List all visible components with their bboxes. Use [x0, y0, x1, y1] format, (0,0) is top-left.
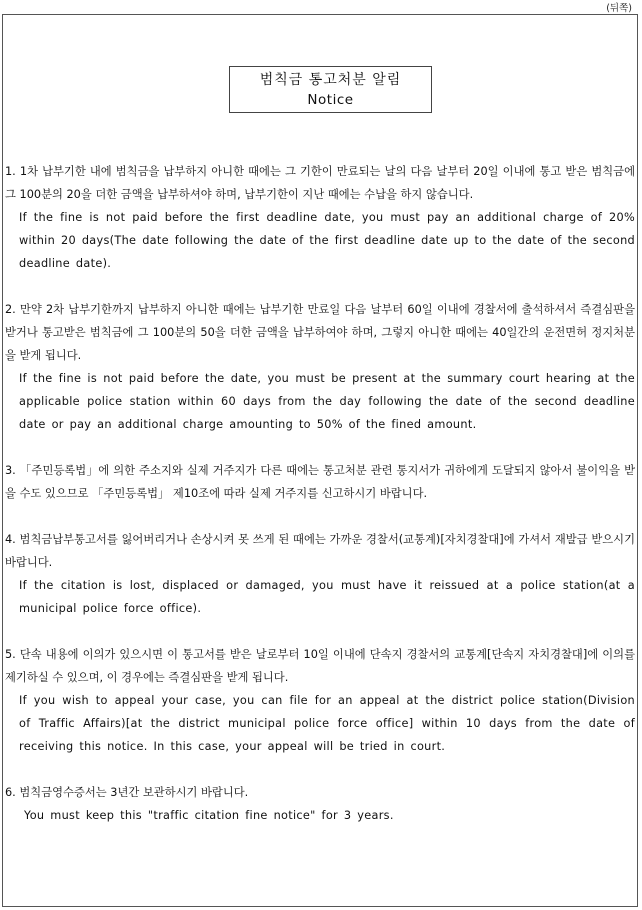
item-korean-text: 5. 단속 내용에 이의가 있으시면 이 통고서를 받은 날로부터 10일 이내에 단속지 경찰서의 교통계[단속지 자치경찰대]에 이의를 제기하실 수 있으며, 이 경우에는 즉결심판을 받게 됩니다. — [5, 648, 635, 684]
notice-item-1 — [5, 160, 635, 275]
title-english: Notice — [307, 92, 354, 108]
title-korean: 범칙금 통고처분 알림 — [259, 72, 402, 88]
notice-item-3 — [5, 459, 635, 505]
notice-body — [5, 160, 635, 850]
notice-item-4 — [5, 528, 635, 620]
notice-item-2 — [5, 298, 635, 436]
item-english-text: If the citation is lost, displaced or damaged, you must have it reissued at a police station(at a municipal police force office). — [19, 579, 635, 615]
item-english-text: If the fine is not paid before the first deadline date, you must pay an additional charge of 20% within 20 days(The date following the date of the first deadline date up to the date of the second deadline date). — [19, 211, 636, 270]
item-korean-text: 6. 범칙금영수증서는 3년간 보관하시기 바랍니다. — [5, 786, 249, 799]
item-korean-text: 4. 범칙금납부통고서를 잃어버리거나 손상시켜 못 쓰게 된 때에는 가까운 경찰서(교통계)[자치경찰대]에 가셔서 재발급 받으시기 바랍니다. — [5, 533, 635, 569]
notice-item-6 — [5, 781, 635, 827]
item-english-text: If you wish to appeal your case, you can file for an appeal at the district police station(Division of Traffic Affairs)[at the district municipal police force office] within 10 days from the date of receiving this notice. In this case, your appeal will be tried in court. — [19, 694, 635, 753]
item-english-text: You must keep this "traffic citation fine notice" for 3 years. — [24, 809, 394, 822]
item-english-text: If the fine is not paid before the date, you must be present at the summary court hearing at the applicable police station within 60 days from the day following the date of the second deadline date or pay an additional charge amounting to 50% of the fined amount. — [19, 372, 635, 431]
item-korean-text: 3. 「주민등록법」에 의한 주소지와 실제 거주지가 다른 때에는 통고처분 관련 통지서가 귀하에게 도달되지 않아서 불이익을 받을 수도 있으므로 「주민등록법」 제10조에 따라 실제 거주지를 신고하시기 바랍니다. — [5, 464, 635, 500]
page-side-label: (뒤쪽) — [606, 3, 632, 14]
item-korean-text: 1. 1차 납부기한 내에 범칙금을 납부하지 아니한 때에는 그 기한이 만료되는 날의 다음 날부터 20일 이내에 통고 받은 범칙금에 그 100분의 20을 더한 금액을 납부하셔야 하며, 납부기한이 지난 때에는 수납을 하지 않습니다. — [5, 165, 635, 201]
item-korean-text: 2. 만약 2차 납부기한까지 납부하지 아니한 때에는 납부기한 만료일 다음 날부터 60일 이내에 경찰서에 출석하셔서 즉결심판을 받거나 통고받은 범칙금에 그 100분의 50을 더한 금액을 납부하여야 하며, 그렇지 아니한 때에는 40일간의 운전면허 정지처분을 받게 됩니다. — [5, 303, 635, 362]
notice-item-5 — [5, 643, 635, 758]
title-box — [229, 66, 432, 113]
